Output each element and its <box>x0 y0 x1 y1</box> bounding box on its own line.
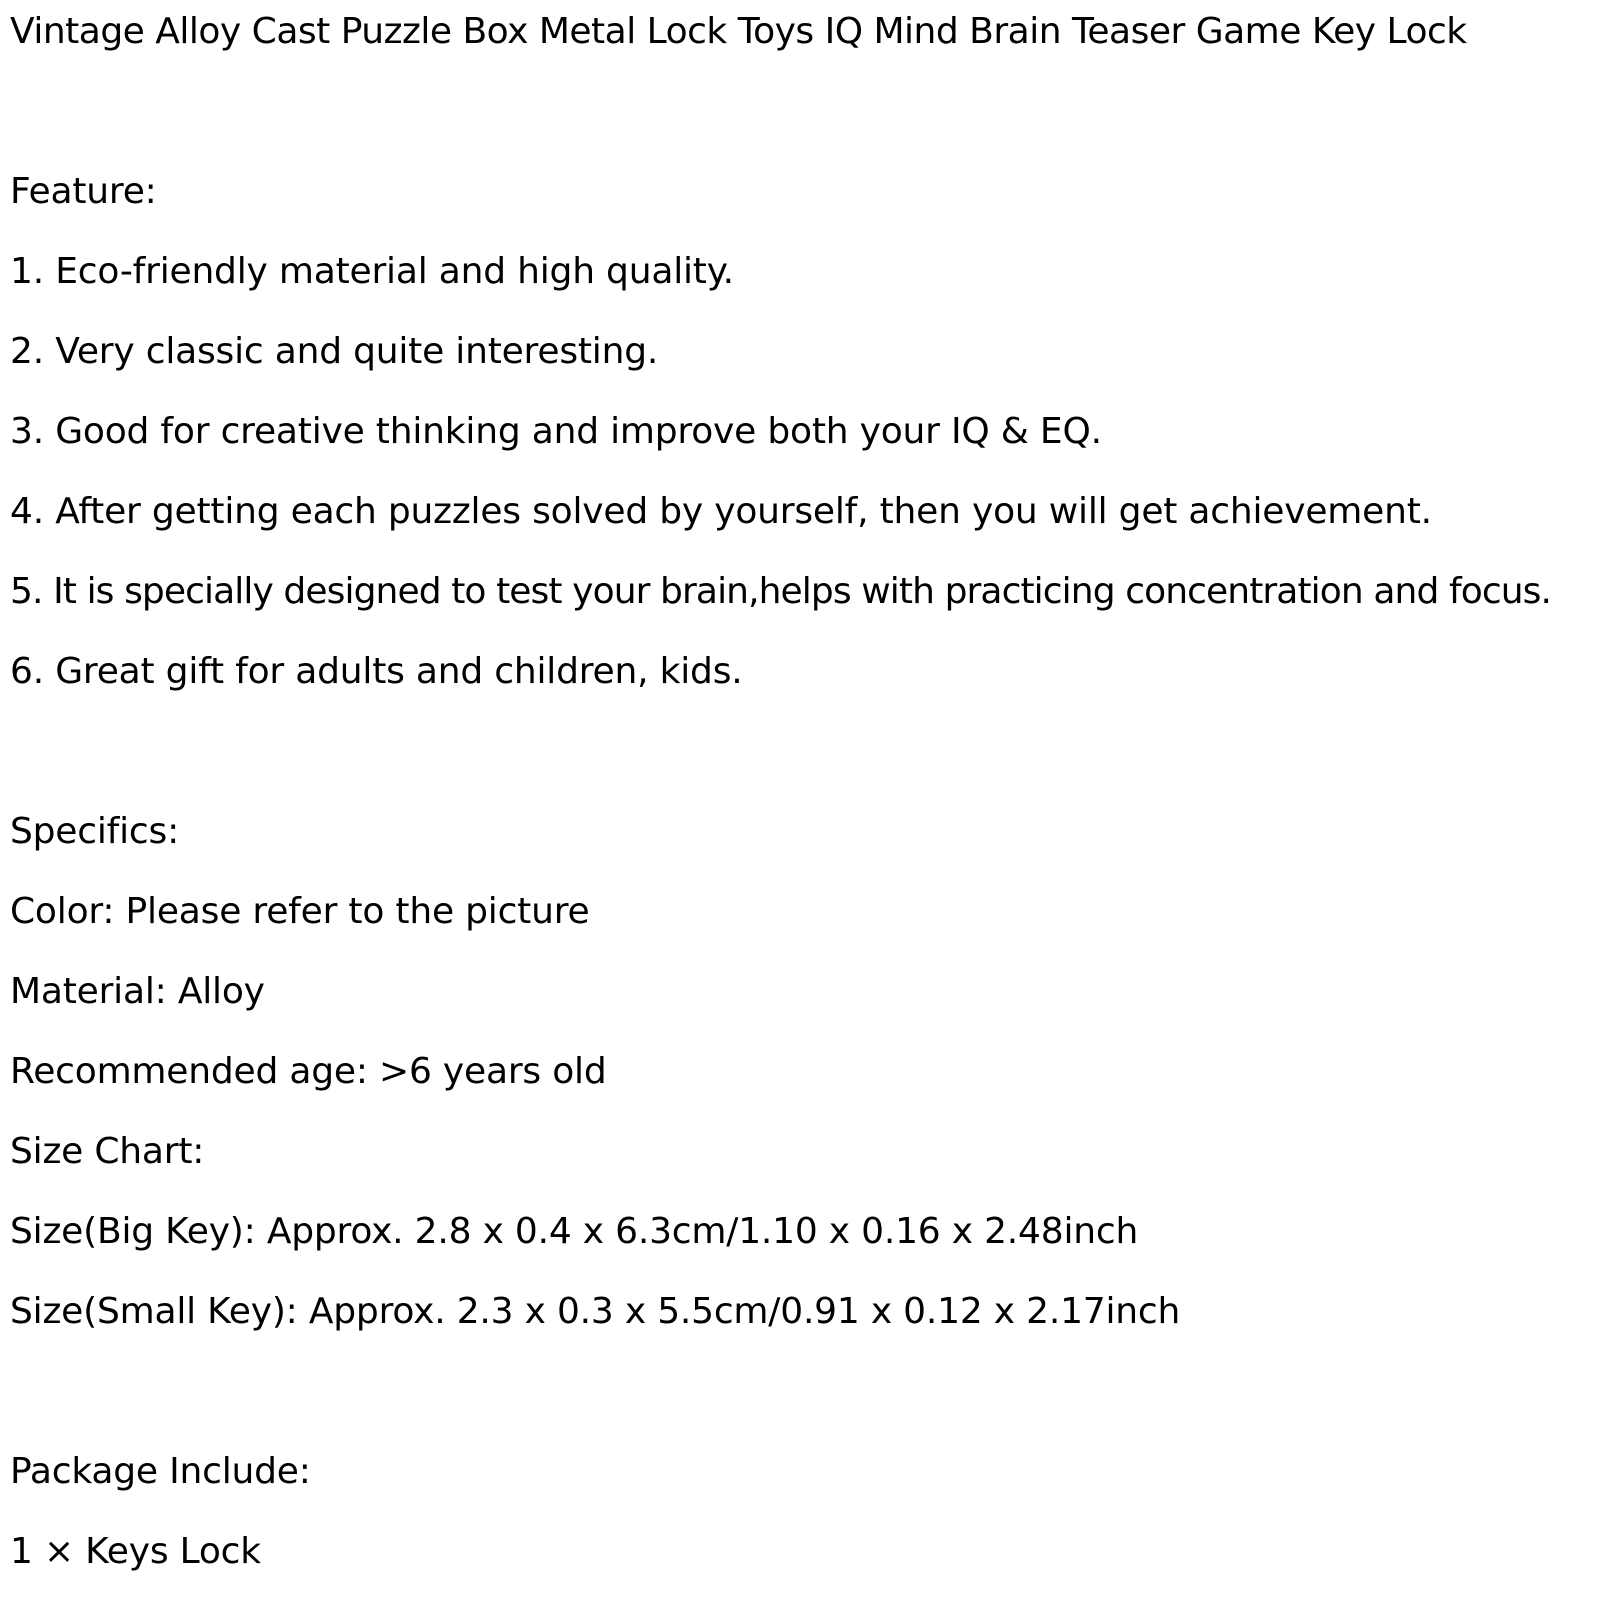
feature-item-4: 4. After getting each puzzles solved by yourself, then you will get achievement. <box>10 491 1432 532</box>
feature-item-3: 3. Good for creative thinking and improve both your IQ & EQ. <box>10 411 1102 452</box>
spec-color: Color: Please refer to the picture <box>10 891 590 932</box>
specifics-heading: Specifics: <box>10 811 180 852</box>
feature-item-5: 5. It is specially designed to test your brain,helps with practicing concentration and focus. <box>10 571 1552 612</box>
spec-age: Recommended age: >6 years old <box>10 1051 607 1092</box>
spec-size-small-key: Size(Small Key): Approx. 2.3 x 0.3 x 5.5cm/0.91 x 0.12 x 2.17inch <box>10 1291 1181 1332</box>
feature-item-1: 1. Eco-friendly material and high quality. <box>10 251 734 292</box>
feature-item-6: 6. Great gift for adults and children, kids. <box>10 651 743 692</box>
feature-heading: Feature: <box>10 171 157 212</box>
product-title: Vintage Alloy Cast Puzzle Box Metal Lock Toys IQ Mind Brain Teaser Game Key Lock <box>10 11 1467 52</box>
package-heading: Package Include: <box>10 1451 311 1492</box>
spec-size-big-key: Size(Big Key): Approx. 2.8 x 0.4 x 6.3cm/1.10 x 0.16 x 2.48inch <box>10 1211 1139 1252</box>
spec-material: Material: Alloy <box>10 971 265 1012</box>
feature-item-2: 2. Very classic and quite interesting. <box>10 331 659 372</box>
size-chart-heading: Size Chart: <box>10 1131 205 1172</box>
package-item: 1 × Keys Lock <box>10 1531 261 1572</box>
